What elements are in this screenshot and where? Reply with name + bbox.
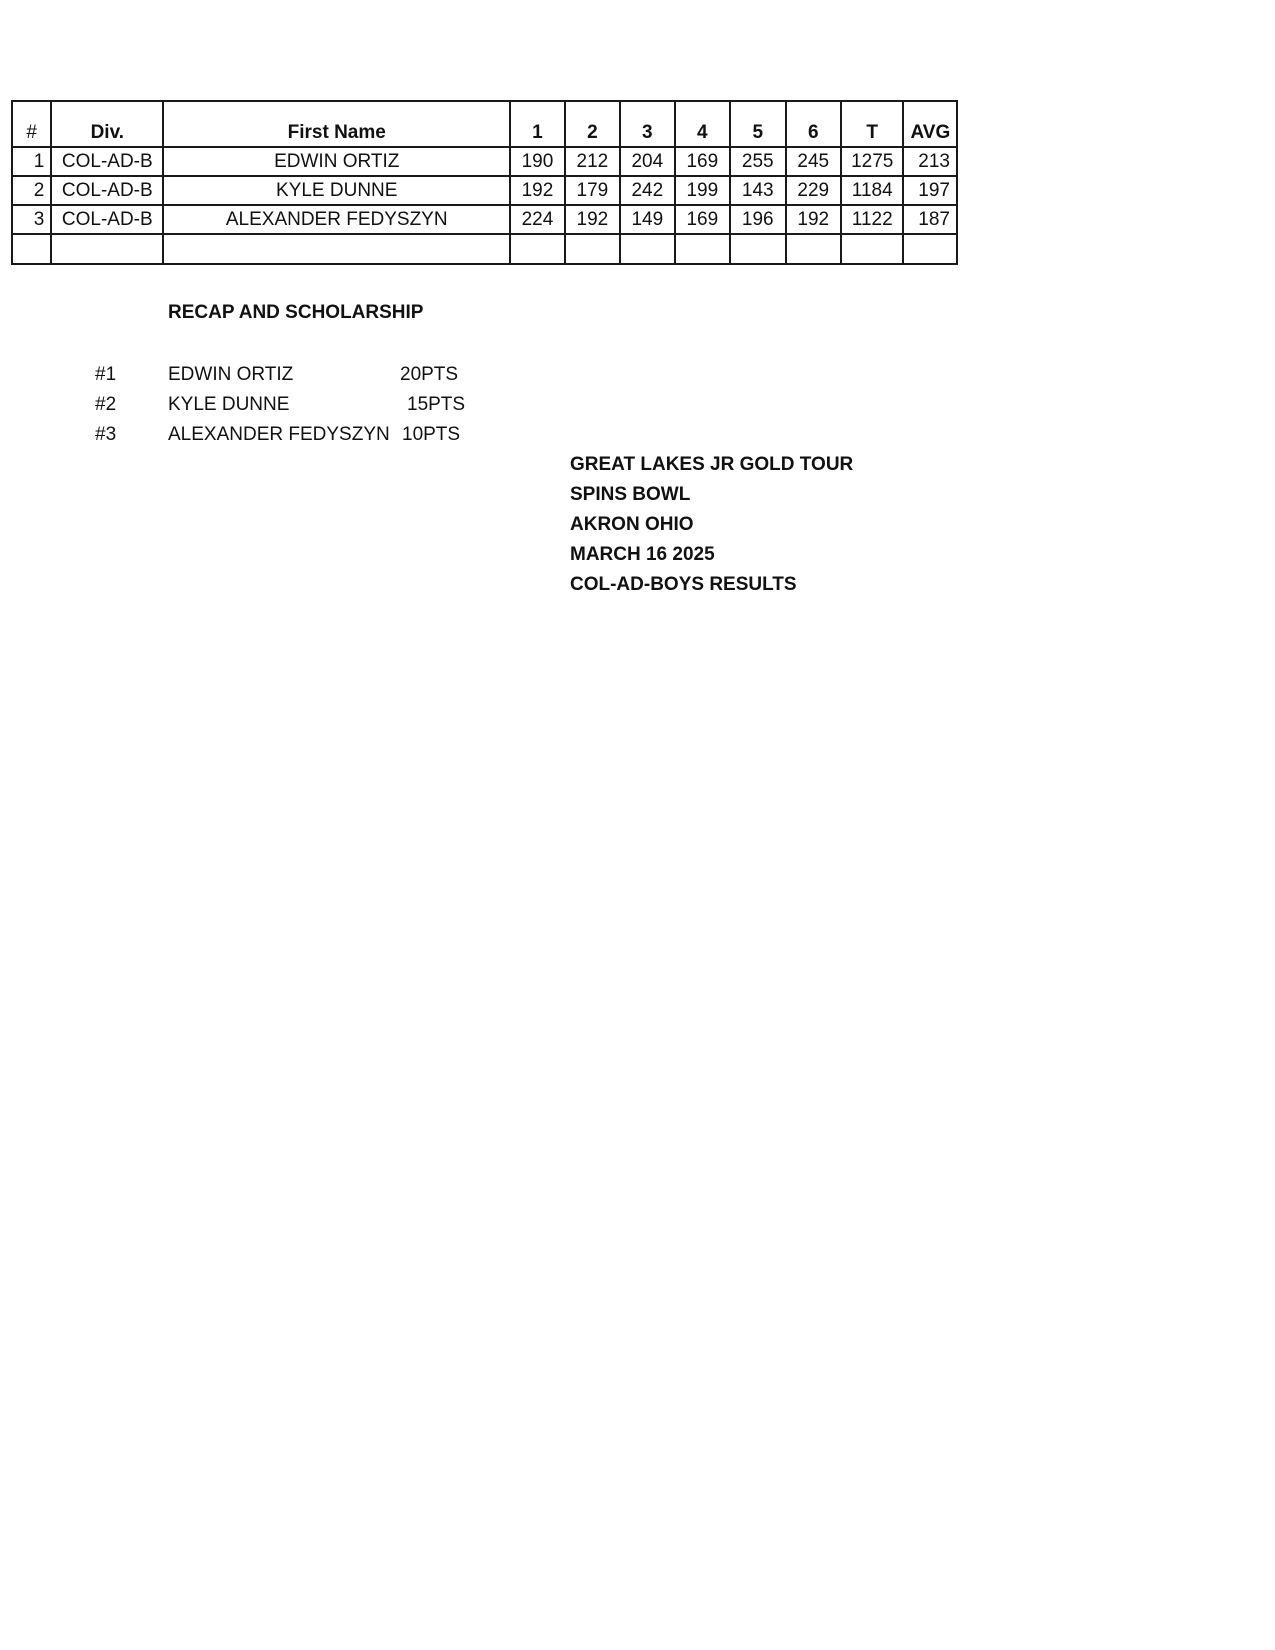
cell-game-4: 169 xyxy=(675,205,730,234)
header-division: Div. xyxy=(51,101,163,147)
header-average: AVG xyxy=(903,101,957,147)
header-game-4: 4 xyxy=(675,101,730,147)
cell-name: ALEXANDER FEDYSZYN xyxy=(163,205,510,234)
header-game-6: 6 xyxy=(786,101,841,147)
empty-cell xyxy=(163,234,510,264)
recap-entry xyxy=(95,390,495,420)
cell-division: COL-AD-B xyxy=(51,176,163,205)
recap-entry xyxy=(95,420,495,450)
empty-cell xyxy=(675,234,730,264)
cell-game-2: 212 xyxy=(565,147,620,176)
cell-average: 213 xyxy=(903,147,957,176)
cell-game-1: 190 xyxy=(510,147,564,176)
table-row xyxy=(12,205,957,234)
recap-name: EDWIN ORTIZ xyxy=(168,364,294,385)
header-game-1: 1 xyxy=(510,101,564,147)
empty-cell xyxy=(903,234,957,264)
empty-table-row xyxy=(12,234,957,264)
cell-division: COL-AD-B xyxy=(51,205,163,234)
cell-game-1: 224 xyxy=(510,205,564,234)
cell-game-5: 255 xyxy=(730,147,785,176)
empty-cell xyxy=(565,234,620,264)
cell-average: 197 xyxy=(903,176,957,205)
cell-total: 1275 xyxy=(841,147,904,176)
recap-rank: #1 xyxy=(95,364,117,385)
empty-cell xyxy=(620,234,674,264)
cell-game-4: 169 xyxy=(675,147,730,176)
cell-rank: 1 xyxy=(12,147,51,176)
empty-cell xyxy=(51,234,163,264)
cell-game-6: 229 xyxy=(786,176,841,205)
event-venue: SPINS BOWL xyxy=(570,484,691,505)
event-info xyxy=(570,450,853,600)
cell-game-6: 192 xyxy=(786,205,841,234)
cell-game-6: 245 xyxy=(786,147,841,176)
recap-rank: #3 xyxy=(95,424,117,445)
table-header-row xyxy=(12,101,957,147)
cell-game-2: 179 xyxy=(565,176,620,205)
empty-cell xyxy=(841,234,904,264)
cell-game-5: 196 xyxy=(730,205,785,234)
cell-game-5: 143 xyxy=(730,176,785,205)
cell-game-3: 149 xyxy=(620,205,674,234)
recap-entry xyxy=(95,360,495,390)
header-game-3: 3 xyxy=(620,101,674,147)
header-first-name: First Name xyxy=(163,101,510,147)
event-location: AKRON OHIO xyxy=(570,514,694,535)
cell-average: 187 xyxy=(903,205,957,234)
recap-list xyxy=(95,360,495,450)
empty-cell xyxy=(786,234,841,264)
empty-cell xyxy=(730,234,785,264)
recap-title: RECAP AND SCHOLARSHIP xyxy=(168,302,424,323)
cell-game-3: 204 xyxy=(620,147,674,176)
cell-rank: 2 xyxy=(12,176,51,205)
event-tour-name: GREAT LAKES JR GOLD TOUR xyxy=(570,454,854,475)
cell-rank: 3 xyxy=(12,205,51,234)
table-row xyxy=(12,176,957,205)
table-row xyxy=(12,147,957,176)
cell-total: 1184 xyxy=(841,176,904,205)
header-rank: # xyxy=(12,101,51,147)
cell-name: KYLE DUNNE xyxy=(163,176,510,205)
empty-cell xyxy=(12,234,51,264)
cell-total: 1122 xyxy=(841,205,904,234)
empty-cell xyxy=(510,234,564,264)
recap-points: 20PTS xyxy=(400,364,459,385)
header-total: T xyxy=(841,101,904,147)
cell-game-2: 192 xyxy=(565,205,620,234)
header-game-5: 5 xyxy=(730,101,785,147)
header-game-2: 2 xyxy=(565,101,620,147)
results-table xyxy=(11,100,958,265)
recap-points: 15PTS xyxy=(407,394,466,415)
cell-game-4: 199 xyxy=(675,176,730,205)
cell-game-1: 192 xyxy=(510,176,564,205)
recap-rank: #2 xyxy=(95,394,117,415)
recap-name: KYLE DUNNE xyxy=(168,394,290,415)
cell-game-3: 242 xyxy=(620,176,674,205)
cell-name: EDWIN ORTIZ xyxy=(163,147,510,176)
event-date: MARCH 16 2025 xyxy=(570,544,715,565)
event-results-title: COL-AD-BOYS RESULTS xyxy=(570,574,797,595)
recap-name: ALEXANDER FEDYSZYN xyxy=(168,424,390,445)
cell-division: COL-AD-B xyxy=(51,147,163,176)
recap-points: 10PTS xyxy=(402,424,461,445)
